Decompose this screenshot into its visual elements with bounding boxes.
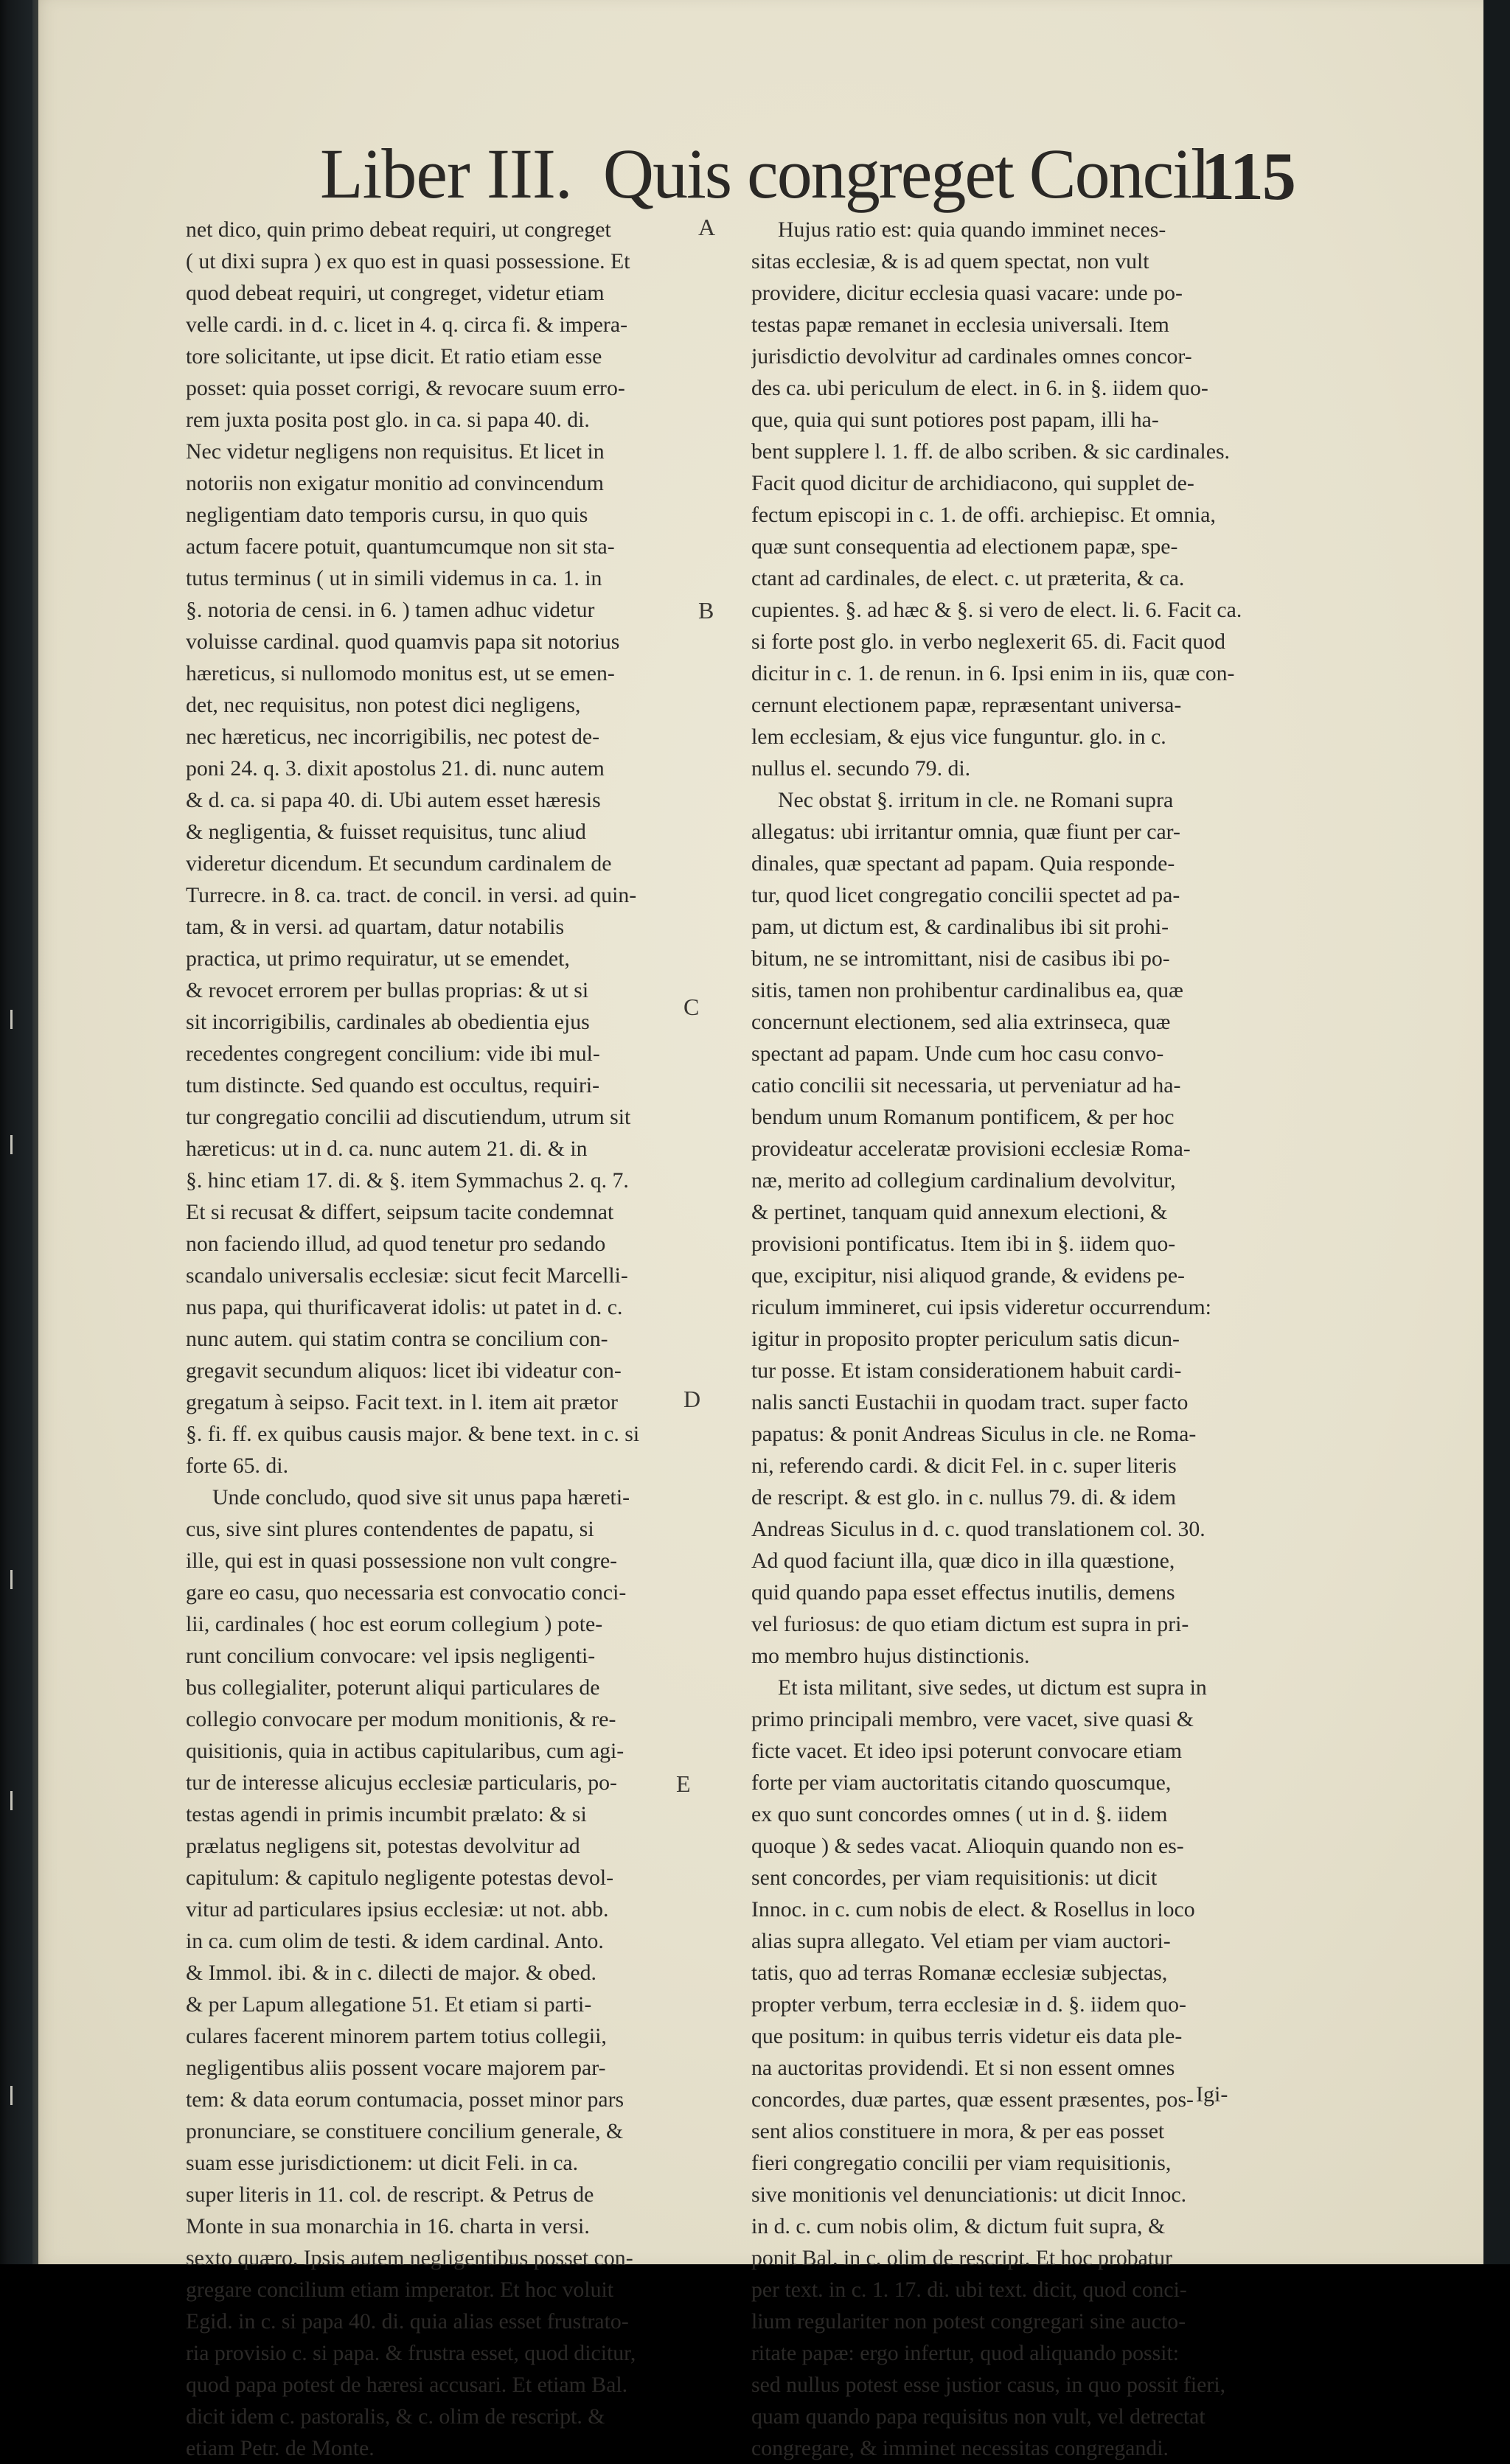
text-line: cus, sive sint plures contendentes de papatu, si xyxy=(186,1517,594,1541)
text-line: nalis sancti Eustachii in quodam tract. super facto xyxy=(751,1390,1189,1414)
text-line: provideatur acceleratæ provisioni ecclesiæ Roma- xyxy=(751,1137,1191,1161)
text-line: bent supplere l. 1. ff. de albo scriben. & sic cardinales. xyxy=(751,439,1230,464)
text-line: quam quando papa requisitus non vult, vel detrectat xyxy=(751,2404,1205,2429)
text-line: provisioni pontificatus. Item ibi in §. iidem quo- xyxy=(751,1232,1176,1256)
text-line: quisitionis, quia in actibus capitularibus, cum agi- xyxy=(186,1739,624,1763)
text-line: ni, referendo cardi. & dicit Fel. in c. super literis xyxy=(751,1453,1177,1478)
right-column xyxy=(751,214,1349,2464)
text-line: providere, dicitur ecclesia quasi vacare: unde po- xyxy=(751,281,1183,305)
text-line: gregatum à seipso. Facit text. in l. item ait prætor xyxy=(186,1390,618,1414)
text-line: si forte post glo. in verbo neglexerit 65. di. Facit quod xyxy=(751,629,1226,654)
text-line: sitas ecclesiæ, & is ad quem spectat, non vult xyxy=(751,249,1149,273)
text-line: bendum unum Romanum pontificem, & per hoc xyxy=(751,1105,1175,1129)
text-line: runt concilium convocare: vel ipsis negligenti- xyxy=(186,1644,596,1668)
text-line: videretur dicendum. Et secundum cardinalem de xyxy=(186,851,612,876)
text-line: propter verbum, terra ecclesiæ in d. §. iidem quo- xyxy=(751,1992,1186,2017)
text-line: Nec videtur negligens non requisitus. Et licet in xyxy=(186,439,605,464)
text-line: Ad quod faciunt illa, quæ dico in illa quæstione, xyxy=(751,1549,1175,1573)
text-line: actum facere potuit, quantumcumque non sit sta- xyxy=(186,534,615,559)
text-line: Egid. in c. si papa 40. di. quia alias esset frustrato- xyxy=(186,2309,629,2334)
margin-letter-d: D xyxy=(683,1386,701,1412)
text-line: negligentiam dato temporis cursu, in quo quis xyxy=(186,503,588,527)
text-line: Innoc. in c. cum nobis de elect. & Rosellus in loco xyxy=(751,1897,1195,1922)
text-line: vel furiosus: de quo etiam dictum est supra in pri- xyxy=(751,1612,1189,1636)
text-line: spectant ad papam. Unde cum hoc casu convo- xyxy=(751,1041,1164,1066)
text-line: cupientes. §. ad hæc & §. si vero de elect. li. 6. Facit ca. xyxy=(751,598,1242,622)
text-line: bus collegialiter, poterunt aliqui particulares de xyxy=(186,1675,600,1700)
text-line: hæreticus, si nullomodo monitus est, ut se emen- xyxy=(186,661,615,685)
text-line: negligentibus aliis possent vocare majorem par- xyxy=(186,2056,606,2080)
text-line: sent concordes, per viam requisitionis: ut dicit xyxy=(751,1866,1158,1890)
text-line: cernunt electionem papæ, repræsentant universa- xyxy=(751,693,1182,717)
text-line: & pertinet, tanquam quid annexum electioni, & xyxy=(751,1200,1168,1224)
text-line: tur congregatio concilii ad discutiendum, utrum sit xyxy=(186,1105,631,1129)
catchword: Igi- xyxy=(1196,2082,1228,2107)
text-line: etiam Petr. de Monte. xyxy=(186,2436,375,2460)
text-line: prælatus negligens sit, potestas devolvitur ad xyxy=(186,1834,580,1858)
book-title: Liber III. xyxy=(320,134,572,213)
text-line: riculum immineret, cui ipsis videretur occurrendum: xyxy=(751,1295,1211,1319)
text-line: lii, cardinales ( hoc est eorum collegium ) pote- xyxy=(186,1612,603,1636)
text-line: dinales, quæ spectant ad papam. Quia responde- xyxy=(751,851,1175,876)
text-line: que positum: in quibus terris videtur eis data ple- xyxy=(751,2024,1183,2048)
text-line: igitur in proposito propter periculum satis dicun- xyxy=(751,1327,1180,1351)
text-line: tur posse. Et istam considerationem habuit cardi- xyxy=(751,1358,1182,1383)
text-line: primo principali membro, vere vacet, sive quasi & xyxy=(751,1707,1194,1731)
text-line: §. hinc etiam 17. di. & §. item Symmachus 2. q. 7. xyxy=(186,1168,629,1193)
text-line: scandalo universalis ecclesiæ: sicut fecit Marcelli- xyxy=(186,1263,628,1288)
text-line: ctant ad cardinales, de elect. c. ut præterita, & ca. xyxy=(751,566,1185,590)
text-line: notoriis non exigatur monitio ad convincendum xyxy=(186,471,604,495)
text-line: suam esse jurisdictionem: ut dicit Feli. in ca. xyxy=(186,2151,579,2175)
text-line: forte 65. di. xyxy=(186,1453,289,1478)
text-line: quoque ) & sedes vacat. Alioquin quando non es- xyxy=(751,1834,1184,1858)
text-line: & d. ca. si papa 40. di. Ubi autem esset hæresis xyxy=(186,788,601,812)
left-column xyxy=(186,214,754,2464)
text-line: quod papa potest de hæresi accusari. Et etiam Bal. xyxy=(186,2373,628,2397)
text-line: practica, ut primo requiratur, ut se emendet, xyxy=(186,946,570,971)
text-line: alias supra allegato. Vel etiam per viam auctori- xyxy=(751,1929,1171,1953)
text-line: super literis in 11. col. de rescript. & Petrus de xyxy=(186,2182,594,2207)
text-line: Unde concludo, quod sive sit unus papa hæreti- xyxy=(212,1485,630,1510)
text-line: sexto quæro. Ipsis autem negligentibus posset con- xyxy=(186,2246,633,2270)
text-line: Monte in sua monarchia in 16. charta in versi. xyxy=(186,2214,590,2238)
text-line: & negligentia, & fuisset requisitus, tunc aliud xyxy=(186,820,586,844)
text-line: quæ sunt consequentia ad electionem papæ, spe- xyxy=(751,534,1178,559)
text-line: sed nullus potest esse justior casus, in quo possit fieri, xyxy=(751,2373,1226,2397)
text-line: poni 24. q. 3. dixit apostolus 21. di. nunc autem xyxy=(186,756,605,781)
text-line: sitis, tamen non prohibentur cardinalibus ea, quæ xyxy=(751,978,1183,1002)
text-line: capitulum: & capitulo negligente potestas devol- xyxy=(186,1866,614,1890)
text-line: pam, ut dictum est, & cardinalibus ibi sit prohi- xyxy=(751,915,1169,939)
text-line: nec hæreticus, nec incorrigibilis, nec potest de- xyxy=(186,725,599,749)
text-line: recedentes congregent concilium: vide ibi mul- xyxy=(186,1041,600,1066)
text-line: tam, & in versi. ad quartam, datur notabilis xyxy=(186,915,565,939)
text-line: tutus terminus ( ut in simili videmus in ca. 1. in xyxy=(186,566,602,590)
text-line: Et si recusat & differt, seipsum tacite condemnat xyxy=(186,1200,614,1224)
text-line: non faciendo illud, ad quod tenetur pro sedando xyxy=(186,1232,606,1256)
text-line: mo membro hujus distinctionis. xyxy=(751,1644,1030,1668)
text-line: Hujus ratio est: quia quando imminet neces- xyxy=(778,217,1166,242)
text-line: & per Lapum allegatione 51. Et etiam si parti- xyxy=(186,1992,592,2017)
text-line: næ, merito ad collegium cardinalium devolvitur, xyxy=(751,1168,1176,1193)
text-line: net dico, quin primo debeat requiri, ut congreget xyxy=(186,217,611,242)
text-line: tum distincte. Sed quando est occultus, requiri- xyxy=(186,1073,600,1097)
text-line: ficte vacet. Et ideo ipsi poterunt convocare etiam xyxy=(751,1739,1183,1763)
text-line: §. fi. ff. ex quibus causis major. & bene text. in c. si xyxy=(186,1422,640,1446)
text-line: ( ut dixi supra ) ex quo est in quasi possessione. Et xyxy=(186,249,630,273)
text-line: fectum episcopi in c. 1. de offi. archiepisc. Et omnia, xyxy=(751,503,1216,527)
text-line: ille, qui est in quasi possessione non vult congre- xyxy=(186,1549,618,1573)
text-line: ex quo sunt concordes omnes ( ut in d. §. iidem xyxy=(751,1802,1168,1826)
text-line: posset: quia posset corrigi, & revocare suum erro- xyxy=(186,376,625,400)
text-line: sent alios constituere in mora, & per eas posset xyxy=(751,2119,1165,2143)
text-line: quid quando papa esset effectus inutilis, demens xyxy=(751,1580,1175,1605)
text-line: culares facerent minorem partem totius collegii, xyxy=(186,2024,607,2048)
text-line: de rescript. & est glo. in c. nullus 79. di. & idem xyxy=(751,1485,1176,1510)
text-line: des ca. ubi periculum de elect. in 6. in §. iidem quo- xyxy=(751,376,1208,400)
text-line: que, excipitur, nisi aliquod grande, & evidens pe- xyxy=(751,1263,1185,1288)
text-line: sit incorrigibilis, cardinales ab obedientia ejus xyxy=(186,1010,590,1034)
text-line: testas papæ remanet in ecclesia universali. Item xyxy=(751,313,1169,337)
text-line: forte per viam auctoritatis citando quoscumque, xyxy=(751,1770,1172,1795)
text-line: gregare concilium etiam imperator. Et hoc voluit xyxy=(186,2278,614,2302)
text-line: lium regulariter non potest congregari sine aucto- xyxy=(751,2309,1186,2334)
text-line: ria provisio c. si papa. & frustra esset, quod dicitur, xyxy=(186,2341,636,2365)
text-line: nunc autem. qui statim contra se concilium con- xyxy=(186,1327,608,1351)
text-line: voluisse cardinal. quod quamvis papa sit notorius xyxy=(186,629,620,654)
text-line: quod debeat requiri, ut congreget, videtur etiam xyxy=(186,281,605,305)
text-line: concordes, duæ partes, quæ essent præsentes, pos- xyxy=(751,2087,1194,2112)
chapter-title: Quis congreget Concil. xyxy=(602,134,1225,213)
text-line: Et ista militant, sive sedes, ut dictum est supra in xyxy=(778,1675,1207,1700)
text-line: ponit Bal. in c. olim de rescript. Et hoc probatur xyxy=(751,2246,1172,2270)
text-line: na auctoritas providendi. Et si non essent omnes xyxy=(751,2056,1175,2080)
text-line: pronunciare, se constituere concilium generale, & xyxy=(186,2119,624,2143)
text-line: Nec obstat §. irritum in cle. ne Romani supra xyxy=(778,788,1174,812)
text-line: rem juxta posita post glo. in ca. si papa 40. di. xyxy=(186,408,590,432)
text-line: §. notoria de censi. in 6. ) tamen adhuc videtur xyxy=(186,598,595,622)
text-line: vitur ad particulares ipsius ecclesiæ: ut not. abb. xyxy=(186,1897,609,1922)
text-line: concernunt electionem, sed alia extrinseca, quæ xyxy=(751,1010,1171,1034)
text-line: dicit idem c. pastoralis, & c. olim de rescript. & xyxy=(186,2404,605,2429)
text-line: fieri congregatio concilii per viam requisitionis, xyxy=(751,2151,1172,2175)
text-line: ritate papæ: ergo infertur, quod aliquando possit: xyxy=(751,2341,1180,2365)
text-line: Turrecre. in 8. ca. tract. de concil. in versi. ad quin- xyxy=(186,883,637,907)
text-line: tur de interesse alicujus ecclesiæ particularis, po- xyxy=(186,1770,617,1795)
text-line: det, nec requisitus, non potest dici negligens, xyxy=(186,693,581,717)
text-line: lem ecclesiam, & ejus vice funguntur. glo. in c. xyxy=(751,725,1166,749)
text-line: tem: & data eorum contumacia, posset minor pars xyxy=(186,2087,624,2112)
text-line: & revocet errorem per bullas proprias: & ut si xyxy=(186,978,589,1002)
margin-letter-e: E xyxy=(676,1770,691,1797)
text-line: Facit quod dicitur de archidiacono, qui supplet de- xyxy=(751,471,1194,495)
margin-letter-b: B xyxy=(698,597,714,624)
text-line: gare eo casu, quo necessaria est convocatio conci- xyxy=(186,1580,627,1605)
page-number: 115 xyxy=(1201,139,1295,214)
page-gutter xyxy=(32,0,38,2264)
text-line: catio concilii sit necessaria, ut perveniatur ad ha- xyxy=(751,1073,1181,1097)
text-line: velle cardi. in d. c. licet in 4. q. circa fi. & impera- xyxy=(186,313,628,337)
text-line: bitum, ne se intromittant, nisi de casibus ibi po- xyxy=(751,946,1170,971)
binding-edge xyxy=(3,0,32,2264)
text-line: testas agendi in primis incumbit prælato: & si xyxy=(186,1802,587,1826)
text-line: que, quia qui sunt potiores post papam, illi ha- xyxy=(751,408,1159,432)
text-line: papatus: & ponit Andreas Siculus in cle. ne Roma- xyxy=(751,1422,1197,1446)
text-line: tatis, quo ad terras Romanæ ecclesiæ subjectas, xyxy=(751,1961,1168,1985)
text-line: Andreas Siculus in d. c. quod translationem col. 30. xyxy=(751,1517,1205,1541)
text-line: tur, quod licet congregatio concilii spectet ad pa- xyxy=(751,883,1180,907)
text-line: nus papa, qui thurificaverat idolis: ut patet in d. c. xyxy=(186,1295,623,1319)
text-line: tore solicitante, ut ipse dicit. Et ratio etiam esse xyxy=(186,344,602,369)
text-line: gregavit secundum aliquos: licet ibi videatur con- xyxy=(186,1358,622,1383)
text-line: per text. in c. 1. 17. di. ubi text. dicit, quod conci- xyxy=(751,2278,1187,2302)
text-line: nullus el. secundo 79. di. xyxy=(751,756,971,781)
book-page xyxy=(32,0,1483,2460)
text-line: & Immol. ibi. & in c. dilecti de major. & obed. xyxy=(186,1961,596,1985)
text-line: in d. c. cum nobis olim, & dictum fuit supra, & xyxy=(751,2214,1166,2238)
margin-letter-c: C xyxy=(683,994,700,1020)
text-line: dicitur in c. 1. de renun. in 6. Ipsi enim in iis, quæ con- xyxy=(751,661,1235,685)
running-head xyxy=(320,133,1301,221)
text-line: hæreticus: ut in d. ca. nunc autem 21. di. & in xyxy=(186,1137,588,1161)
text-line: congregare, & imminet necessitas congregandi. xyxy=(751,2436,1169,2460)
text-line: allegatus: ubi irritantur omnia, quæ fiunt per car- xyxy=(751,820,1180,844)
text-line: sive monitionis vel denunciationis: ut dicit Innoc. xyxy=(751,2182,1187,2207)
margin-letter-a: A xyxy=(698,214,716,240)
text-line: in ca. cum olim de testi. & idem cardinal. Anto. xyxy=(186,1929,604,1953)
text-line: collegio convocare per modum monitionis, & re- xyxy=(186,1707,616,1731)
text-line: jurisdictio devolvitur ad cardinales omnes concor- xyxy=(751,344,1192,369)
